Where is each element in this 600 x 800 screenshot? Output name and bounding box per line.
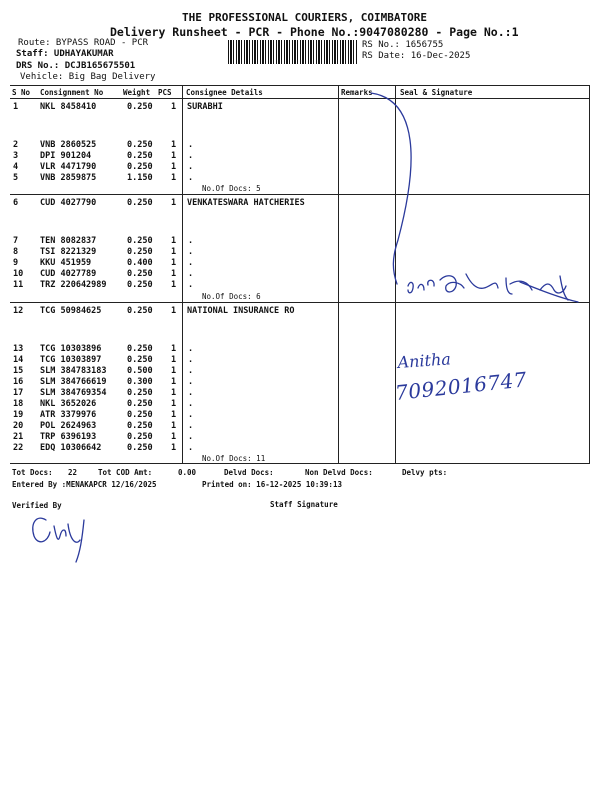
row-weight: 0.250 — [127, 198, 153, 208]
row-sno: 11 — [13, 280, 24, 290]
row-dot: . — [188, 162, 194, 172]
row-weight: 0.250 — [127, 306, 153, 316]
row-consignment: TCG 50984625 — [40, 306, 102, 316]
row-consignment: SLM 384783183 — [40, 366, 107, 376]
row-sno: 5 — [13, 173, 19, 183]
row-weight: 1.150 — [127, 173, 153, 183]
row-pcs: 1 — [171, 236, 177, 246]
page-title: THE PROFESSIONAL COURIERS, COIMBATORE — [182, 11, 428, 24]
row-pcs: 1 — [171, 399, 177, 409]
row-weight: 0.250 — [127, 388, 153, 398]
row-sno: 17 — [13, 388, 24, 398]
row-consignment: TRP 6396193 — [40, 432, 97, 442]
row-consignment: VNB 2859875 — [40, 173, 97, 183]
row-pcs: 1 — [171, 173, 177, 183]
row-sno: 21 — [13, 432, 24, 442]
row-pcs: 1 — [171, 366, 177, 376]
row-consignment: TCG 10303897 — [40, 355, 102, 365]
row-consignment: ATR 3379976 — [40, 410, 97, 420]
row-sno: 3 — [13, 151, 19, 161]
row-weight: 0.250 — [127, 162, 153, 172]
row-dot: . — [188, 432, 194, 442]
row-weight: 0.300 — [127, 377, 153, 387]
row-weight: 0.250 — [127, 269, 153, 279]
row-weight: 0.250 — [127, 421, 153, 431]
runsheet-subtitle: Delivery Runsheet - PCR - Phone No.:9047080280 - Page No.:1 — [110, 25, 519, 39]
row-pcs: 1 — [171, 162, 177, 172]
row-weight: 0.250 — [127, 140, 153, 150]
row-weight: 0.250 — [127, 247, 153, 257]
row-dot: . — [188, 151, 194, 161]
column-header-weight: Weight — [123, 88, 151, 97]
row-sno: 19 — [13, 410, 24, 420]
row-consignment: SLM 384766619 — [40, 377, 107, 387]
route-label: Route: BYPASS ROAD - PCR — [18, 38, 149, 48]
row-weight: 0.250 — [127, 151, 153, 161]
cod-amount-value: 0.00 — [178, 468, 197, 477]
row-consignment: EDQ 10306642 — [40, 443, 102, 453]
row-sno: 6 — [13, 198, 19, 208]
row-dot: . — [188, 355, 194, 365]
row-dot: . — [188, 258, 194, 268]
row-weight: 0.250 — [127, 443, 153, 453]
total-docs-value: 22 — [68, 468, 78, 477]
row-dot: . — [188, 140, 194, 150]
verified-by-label: Verified By — [12, 501, 62, 510]
staff-label: Staff: UDHAYAKUMAR — [16, 49, 114, 59]
row-dot: . — [188, 269, 194, 279]
row-consignment: NKL 3652026 — [40, 399, 97, 409]
row-consignment: CUD 4027789 — [40, 269, 97, 279]
row-consignment: POL 2624963 — [40, 421, 97, 431]
row-consignment: VNB 2860525 — [40, 140, 97, 150]
row-sno: 2 — [13, 140, 19, 150]
row-dot: . — [188, 377, 194, 387]
row-sno: 4 — [13, 162, 19, 172]
drs-number: DRS No.: DCJB165675501 — [16, 61, 136, 71]
row-pcs: 1 — [171, 443, 177, 453]
row-sno: 1 — [13, 102, 19, 112]
row-consignment: TRZ 220642989 — [40, 280, 107, 290]
row-dot: . — [188, 410, 194, 420]
row-sno: 10 — [13, 269, 24, 279]
row-pcs: 1 — [171, 140, 177, 150]
delivered-docs-label: Delvd Docs: — [224, 468, 274, 477]
consignee-name: SURABHI — [187, 102, 223, 112]
row-pcs: 1 — [171, 198, 177, 208]
row-sno: 8 — [13, 247, 19, 257]
row-sno: 7 — [13, 236, 19, 246]
row-consignment: KKU 451959 — [40, 258, 92, 268]
delivery-points-label: Delvy pts: — [402, 468, 448, 477]
row-weight: 0.250 — [127, 102, 153, 112]
printed-on: Printed on: 16-12-2025 10:39:13 — [202, 480, 342, 489]
row-sno: 14 — [13, 355, 24, 365]
row-consignment: CUD 4027790 — [40, 198, 97, 208]
consignee-name: VENKATESWARA HATCHERIES — [187, 198, 305, 208]
row-consignment: TEN 8082837 — [40, 236, 97, 246]
row-dot: . — [188, 280, 194, 290]
docs-count: No.Of Docs: 11 — [202, 454, 266, 463]
row-pcs: 1 — [171, 377, 177, 387]
row-sno: 12 — [13, 306, 24, 316]
row-pcs: 1 — [171, 410, 177, 420]
row-pcs: 1 — [171, 258, 177, 268]
staff-signature-label: Staff Signature — [270, 500, 338, 509]
docs-count: No.Of Docs: 5 — [202, 184, 261, 193]
row-dot: . — [188, 388, 194, 398]
row-sno: 16 — [13, 377, 24, 387]
row-dot: . — [188, 399, 194, 409]
total-docs-label: Tot Docs: — [12, 468, 53, 477]
row-sno: 15 — [13, 366, 24, 376]
row-pcs: 1 — [171, 269, 177, 279]
verifier-signature — [33, 518, 84, 562]
row-sno: 20 — [13, 421, 24, 431]
column-header-pcs: PCS — [158, 88, 172, 97]
vehicle-label: Vehicle: Big Bag Delivery — [20, 72, 156, 82]
row-weight: 0.250 — [127, 355, 153, 365]
row-consignment: VLR 4471790 — [40, 162, 97, 172]
row-pcs: 1 — [171, 306, 177, 316]
recipient-signature-text: Dr.G Kaith — [410, 288, 461, 299]
row-pcs: 1 — [171, 151, 177, 161]
row-pcs: 1 — [171, 102, 177, 112]
row-pcs: 1 — [171, 388, 177, 398]
row-weight: 0.250 — [127, 410, 153, 420]
non-delivered-docs-label: Non Delvd Docs: — [305, 468, 373, 477]
rs-date: RS Date: 16-Dec-2025 — [362, 51, 471, 61]
row-weight: 0.400 — [127, 258, 153, 268]
row-dot: . — [188, 366, 194, 376]
row-pcs: 1 — [171, 421, 177, 431]
column-header-remarks: Remarks — [341, 88, 373, 97]
row-sno: 9 — [13, 258, 19, 268]
column-header-consignee: Consignee Details — [186, 88, 263, 97]
bracket-ink-mark — [371, 93, 411, 284]
column-header-sno: S No — [12, 88, 31, 97]
column-header-seal: Seal & Signature — [400, 88, 473, 97]
docs-count: No.Of Docs: 6 — [202, 292, 261, 301]
handwritten-name: Anitha — [396, 349, 452, 372]
row-pcs: 1 — [171, 355, 177, 365]
row-dot: . — [188, 421, 194, 431]
row-dot: . — [188, 443, 194, 453]
handwritten-phone: 7092016747 — [394, 367, 529, 405]
row-sno: 13 — [13, 344, 24, 354]
row-weight: 0.250 — [127, 399, 153, 409]
row-weight: 0.250 — [127, 344, 153, 354]
cod-amount-label: Tot COD Amt: — [98, 468, 153, 477]
column-header-consignment: Consignment No — [40, 88, 104, 97]
row-pcs: 1 — [171, 432, 177, 442]
row-consignment: SLM 384769354 — [40, 388, 107, 398]
row-weight: 0.250 — [127, 280, 153, 290]
row-pcs: 1 — [171, 247, 177, 257]
row-pcs: 1 — [171, 344, 177, 354]
row-weight: 0.250 — [127, 432, 153, 442]
row-consignment: TCG 10303896 — [40, 344, 102, 354]
row-dot: . — [188, 247, 194, 257]
row-dot: . — [188, 236, 194, 246]
row-sno: 18 — [13, 399, 24, 409]
row-consignment: DPI 901204 — [40, 151, 92, 161]
entered-by: Entered By :MENAKAPCR 12/16/2025 — [12, 480, 157, 489]
row-consignment: TSI 8221329 — [40, 247, 97, 257]
row-weight: 0.500 — [127, 366, 153, 376]
row-dot: . — [188, 344, 194, 354]
row-weight: 0.250 — [127, 236, 153, 246]
rs-number: RS No.: 1656755 — [362, 40, 444, 50]
row-consignment: NKL 8458410 — [40, 102, 97, 112]
row-sno: 22 — [13, 443, 24, 453]
row-dot: . — [188, 173, 194, 183]
consignee-name: NATIONAL INSURANCE RO — [187, 306, 295, 316]
row-pcs: 1 — [171, 280, 177, 290]
